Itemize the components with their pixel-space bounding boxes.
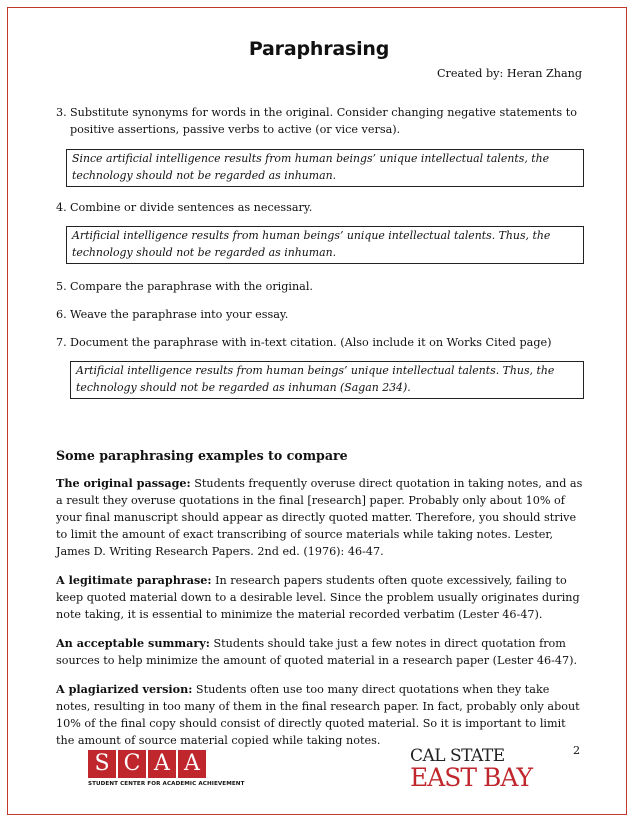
cal-state-east-bay-logo xyxy=(410,748,532,790)
paragraph-text: In research papers students often quote excessively, failing to keep quoted material down to a desirable level. Since the problem usually originates during note taking, it is essential to minimize the material recorded verbatim (Lester 46-47). xyxy=(56,574,580,621)
scaa-letter: S xyxy=(88,750,116,778)
scaa-letters xyxy=(88,750,245,778)
scaa-letter: C xyxy=(118,750,146,778)
scaa-letter: A xyxy=(178,750,206,778)
example-box: Artificial intelligence results from human beings’ unique intellectual talents. Thus, the technology should not be regarded as inhuman. xyxy=(66,226,584,264)
example-box: Since artificial intelligence results from human beings’ unique intellectual talents, the technology should not be regarded as inhuman. xyxy=(66,149,584,187)
paragraph-label: A plagiarized version: xyxy=(56,682,193,696)
step-text: Combine or divide sentences as necessary. xyxy=(70,201,313,214)
step-number: 7. xyxy=(56,336,67,349)
page-number: 2 xyxy=(573,744,581,757)
step-number: 5. xyxy=(56,280,67,293)
scaa-logo xyxy=(88,750,245,787)
paragraph-text: Students frequently overuse direct quotation in taking notes, and as a result they overuse quotations in the final [research] paper. Probably only about 10% of your final manuscript should appear as directly quoted matter. Therefore, you should strive to limit the amount of exact transcribing of source materials while taking notes. Lester, James D. Writing Research Papers. 2nd ed. (1976): 46-47. xyxy=(56,477,583,558)
step-item xyxy=(56,104,584,138)
page-footer xyxy=(0,736,638,796)
author-credit: Created by: Heran Zhang xyxy=(436,67,582,80)
step-text: Document the paraphrase with in-text citation. (Also include it on Works Cited page) xyxy=(70,336,552,349)
csu-line2: EAST BAY xyxy=(410,763,532,792)
paragraph-label: An acceptable summary: xyxy=(56,636,210,650)
section-heading: Some paraphrasing examples to compare xyxy=(56,448,348,463)
paragraph-label: The original passage: xyxy=(56,476,191,490)
paragraph-summary xyxy=(56,635,584,669)
step-text: Weave the paraphrase into your essay. xyxy=(70,308,289,321)
scaa-letter: A xyxy=(148,750,176,778)
step-number: 6. xyxy=(56,308,67,321)
paragraph-original xyxy=(56,475,584,560)
page-title: Paraphrasing xyxy=(248,38,390,60)
example-box: Artificial intelligence results from human beings’ unique intellectual talents. Thus, the technology should not be regarded as inhuman (Sagan 234). xyxy=(70,361,584,399)
step-number: 3. xyxy=(56,106,67,119)
paragraph-label: A legitimate paraphrase: xyxy=(56,573,212,587)
step-text: Compare the paraphrase with the original. xyxy=(70,280,313,293)
step-text: Substitute synonyms for words in the original. Consider changing negative statements to positive assertions, passive verbs to active (or vice versa). xyxy=(70,106,577,136)
document-body xyxy=(56,104,584,749)
paragraph-legitimate xyxy=(56,572,584,623)
step-number: 4. xyxy=(56,201,67,214)
paragraph-text: Students should take just a few notes in direct quotation from sources to help minimize the amount of quoted material in a research paper (Lester 46-47). xyxy=(56,637,578,667)
paragraph-text: Students often use too many direct quotations when they take notes, resulting in too many of them in the final research paper. In fact, probably only about 10% of the final copy should consist of directly quoted material. So it is important to limit the amount of source material copied while taking notes. xyxy=(56,683,580,747)
step-item xyxy=(56,334,584,351)
scaa-subtitle: STUDENT CENTER FOR ACADEMIC ACHIEVEMENT xyxy=(88,781,245,787)
csu-line1: CAL STATE xyxy=(410,746,505,766)
step-item xyxy=(56,306,584,323)
step-item xyxy=(56,278,584,295)
step-item xyxy=(56,199,584,216)
